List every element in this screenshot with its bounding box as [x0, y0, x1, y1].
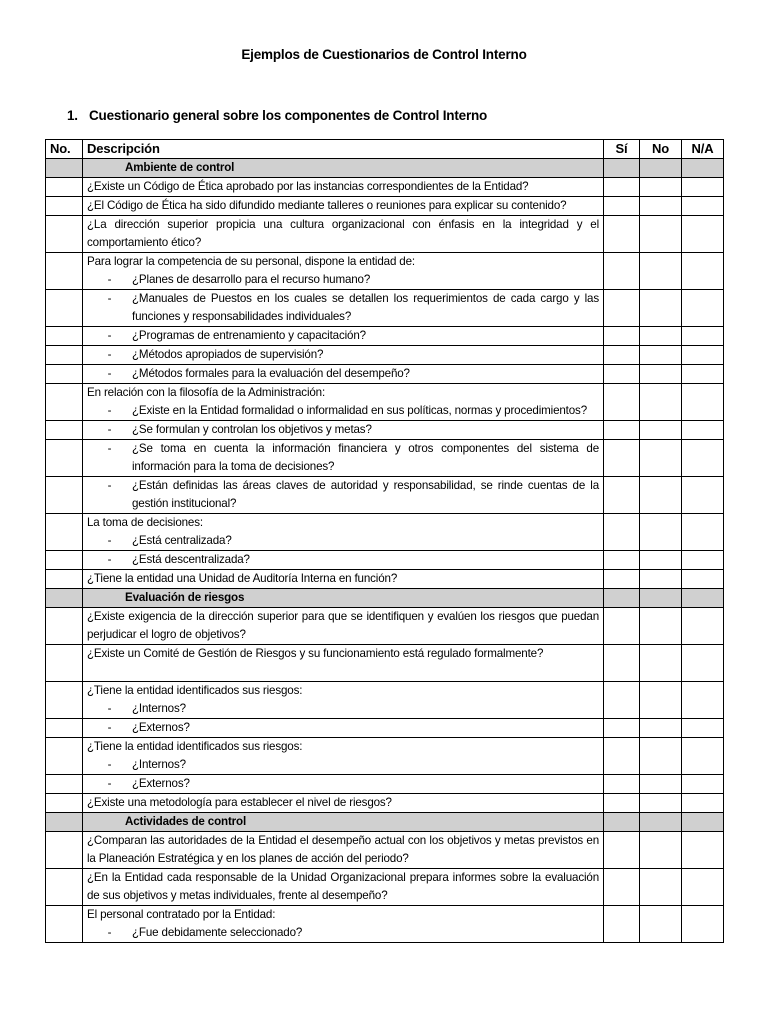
- answer-cell[interactable]: [682, 682, 724, 719]
- answer-cell[interactable]: [604, 178, 640, 197]
- table-row: [46, 477, 724, 514]
- table-row: [46, 440, 724, 477]
- answer-cell[interactable]: [682, 365, 724, 384]
- question-text: ¿Existe una metodología para establecer el nivel de riesgos?: [83, 794, 604, 813]
- table-row: [46, 906, 724, 943]
- answer-cell[interactable]: [604, 608, 640, 645]
- answer-cell[interactable]: [682, 906, 724, 943]
- sub-item: - ¿Métodos apropiados de supervisión?: [87, 346, 599, 364]
- answer-cell[interactable]: [604, 906, 640, 943]
- answer-cell[interactable]: [604, 440, 640, 477]
- sub-item: - ¿Métodos formales para la evaluación del desempeño?: [87, 365, 599, 383]
- table-row: [46, 832, 724, 869]
- answer-cell[interactable]: [640, 794, 682, 813]
- answer-cell[interactable]: [604, 253, 640, 290]
- sub-item: - ¿Externos?: [87, 775, 599, 793]
- answer-cell[interactable]: [640, 719, 682, 738]
- dash-marker: -: [107, 442, 112, 455]
- dash-marker: -: [107, 702, 112, 715]
- dash-marker: -: [107, 777, 112, 790]
- dash-marker: -: [107, 292, 112, 305]
- answer-cell[interactable]: [682, 253, 724, 290]
- answer-cell[interactable]: [604, 197, 640, 216]
- answer-cell[interactable]: [682, 197, 724, 216]
- answer-cell[interactable]: [682, 514, 724, 551]
- dash-marker: -: [107, 273, 112, 286]
- answer-cell[interactable]: [604, 645, 640, 682]
- answer-cell[interactable]: [682, 178, 724, 197]
- answer-cell[interactable]: [640, 570, 682, 589]
- question-text: ¿El Código de Ética ha sido difundido mediante talleres o reuniones para explicar su contenido?: [83, 197, 604, 216]
- answer-cell[interactable]: [640, 608, 682, 645]
- table-row: [46, 421, 724, 440]
- answer-cell[interactable]: [604, 365, 640, 384]
- answer-cell[interactable]: [604, 794, 640, 813]
- table-row: [46, 216, 724, 253]
- sub-item: - ¿Internos?: [87, 756, 599, 774]
- table-row: [46, 570, 724, 589]
- question-text: ¿Tiene la entidad una Unidad de Auditoría Interna en función?: [83, 570, 604, 589]
- answer-cell[interactable]: [682, 440, 724, 477]
- answer-cell[interactable]: [640, 869, 682, 906]
- table-row: [46, 869, 724, 906]
- answer-cell[interactable]: [640, 440, 682, 477]
- answer-cell[interactable]: [604, 216, 640, 253]
- sub-item: - ¿Externos?: [87, 719, 599, 737]
- answer-cell[interactable]: [682, 832, 724, 869]
- sub-item: - ¿Manuales de Puestos en los cuales se detallen los requerimientos de cada cargo y las funciones y responsabilidades individuales?: [87, 290, 599, 326]
- answer-cell[interactable]: [682, 608, 724, 645]
- document-title: Ejemplos de Cuestionarios de Control Interno: [241, 47, 527, 62]
- header-si: Sí: [604, 140, 640, 159]
- dash-marker: -: [107, 534, 112, 547]
- table-row: [46, 253, 724, 290]
- answer-cell[interactable]: [682, 869, 724, 906]
- question-text: El personal contratado por la Entidad:: [87, 908, 276, 921]
- table-row: [46, 551, 724, 570]
- answer-cell[interactable]: [640, 421, 682, 440]
- table-row: [46, 738, 724, 775]
- category-label: Ambiente de control: [83, 159, 604, 178]
- answer-cell[interactable]: [604, 327, 640, 346]
- dash-marker: -: [107, 423, 112, 436]
- table-row: [46, 719, 724, 738]
- answer-cell[interactable]: [604, 832, 640, 869]
- sub-item: - ¿Está descentralizada?: [87, 551, 599, 569]
- dash-marker: -: [107, 926, 112, 939]
- question-text: ¿Tiene la entidad identificados sus riesgos:: [87, 740, 303, 753]
- answer-cell[interactable]: [640, 346, 682, 365]
- answer-cell[interactable]: [640, 253, 682, 290]
- answer-cell[interactable]: [682, 738, 724, 775]
- question-text: ¿En la Entidad cada responsable de la Unidad Organizacional prepara informes sobre la evaluación de sus objetivos y metas individuales, frente al desempeño?: [83, 869, 604, 906]
- answer-cell[interactable]: [682, 477, 724, 514]
- answer-cell[interactable]: [604, 290, 640, 327]
- answer-cell[interactable]: [604, 775, 640, 794]
- answer-cell[interactable]: [640, 682, 682, 719]
- questionnaire-table: [45, 139, 724, 943]
- answer-cell[interactable]: [604, 384, 640, 421]
- answer-cell[interactable]: [640, 645, 682, 682]
- answer-cell[interactable]: [640, 906, 682, 943]
- table-row: [46, 682, 724, 719]
- dash-marker: -: [107, 479, 112, 492]
- answer-cell[interactable]: [682, 794, 724, 813]
- category-label: Evaluación de riesgos: [83, 589, 604, 608]
- answer-cell[interactable]: [640, 551, 682, 570]
- answer-cell[interactable]: [640, 178, 682, 197]
- header-na: N/A: [682, 140, 724, 159]
- answer-cell[interactable]: [682, 551, 724, 570]
- dash-marker: -: [107, 367, 112, 380]
- table-row: [46, 178, 724, 197]
- table-row: [46, 365, 724, 384]
- sub-item: - ¿Está centralizada?: [87, 532, 599, 550]
- table-row: [46, 384, 724, 421]
- question-text: ¿Existe un Código de Ética aprobado por las instancias correspondientes de la Entidad?: [83, 178, 604, 197]
- category-row: [46, 813, 724, 832]
- section-title: Cuestionario general sobre los componentes de Control Interno: [89, 108, 488, 123]
- answer-cell[interactable]: [682, 384, 724, 421]
- table-row: [46, 794, 724, 813]
- table-row: [46, 346, 724, 365]
- sub-item: - ¿Se formulan y controlan los objetivos y metas?: [87, 421, 599, 439]
- answer-cell[interactable]: [682, 570, 724, 589]
- table-row: [46, 645, 724, 682]
- answer-cell[interactable]: [682, 421, 724, 440]
- answer-cell[interactable]: [604, 551, 640, 570]
- table-row: [46, 197, 724, 216]
- dash-marker: -: [107, 721, 112, 734]
- answer-cell[interactable]: [604, 869, 640, 906]
- answer-cell[interactable]: [640, 832, 682, 869]
- section-number: 1.: [67, 108, 78, 123]
- dash-marker: -: [107, 404, 112, 417]
- question-text: ¿Existe exigencia de la dirección superior para que se identifiquen y evalúen los riesgos que puedan perjudicar el logro de objetivos?: [83, 608, 604, 645]
- section-heading: [67, 108, 487, 123]
- question-text: ¿La dirección superior propicia una cultura organizacional con énfasis en la integridad y el comportamiento ético?: [83, 216, 604, 253]
- answer-cell[interactable]: [682, 346, 724, 365]
- sub-item: - ¿Internos?: [87, 700, 599, 718]
- answer-cell[interactable]: [640, 216, 682, 253]
- answer-cell[interactable]: [640, 365, 682, 384]
- answer-cell[interactable]: [604, 477, 640, 514]
- answer-cell[interactable]: [682, 216, 724, 253]
- header-no-answer: No: [640, 140, 682, 159]
- table-row: [46, 775, 724, 794]
- question-text: En relación con la filosofía de la Administración:: [87, 386, 326, 399]
- answer-cell[interactable]: [604, 738, 640, 775]
- sub-item: - ¿Planes de desarrollo para el recurso humano?: [87, 271, 599, 289]
- answer-cell[interactable]: [640, 514, 682, 551]
- answer-cell[interactable]: [640, 477, 682, 514]
- header-description: Descripción: [83, 140, 604, 159]
- answer-cell[interactable]: [604, 421, 640, 440]
- dash-marker: -: [107, 758, 112, 771]
- sub-item: - ¿Están definidas las áreas claves de autoridad y responsabilidad, se rinde cuentas de la gestión institucional?: [87, 477, 599, 513]
- dash-marker: -: [107, 329, 112, 342]
- dash-marker: -: [107, 553, 112, 566]
- table-row: [46, 290, 724, 327]
- answer-cell[interactable]: [640, 327, 682, 346]
- answer-cell[interactable]: [604, 719, 640, 738]
- table-row: [46, 608, 724, 645]
- table-row: [46, 327, 724, 346]
- dash-marker: -: [107, 348, 112, 361]
- answer-cell[interactable]: [682, 775, 724, 794]
- answer-cell[interactable]: [682, 719, 724, 738]
- answer-cell[interactable]: [640, 197, 682, 216]
- category-row: [46, 159, 724, 178]
- answer-cell[interactable]: [682, 290, 724, 327]
- answer-cell[interactable]: [604, 682, 640, 719]
- answer-cell[interactable]: [604, 514, 640, 551]
- answer-cell[interactable]: [640, 290, 682, 327]
- category-label: Actividades de control: [83, 813, 604, 832]
- answer-cell[interactable]: [640, 738, 682, 775]
- answer-cell[interactable]: [640, 775, 682, 794]
- sub-item: - ¿Se toma en cuenta la información financiera y otros componentes del sistema de información para la toma de decisiones?: [87, 440, 599, 476]
- answer-cell[interactable]: [604, 346, 640, 365]
- answer-cell[interactable]: [682, 645, 724, 682]
- question-text: ¿Existe un Comité de Gestión de Riesgos y su funcionamiento está regulado formalmente?: [83, 645, 604, 682]
- answer-cell[interactable]: [640, 384, 682, 421]
- table-header-row: [46, 140, 724, 159]
- sub-item: - ¿Programas de entrenamiento y capacitación?: [87, 327, 599, 345]
- question-text: Para lograr la competencia de su personal, dispone la entidad de:: [87, 255, 415, 268]
- sub-item: - ¿Existe en la Entidad formalidad o informalidad en sus políticas, normas y procedimientos?: [87, 402, 599, 420]
- question-text: ¿Tiene la entidad identificados sus riesgos:: [87, 684, 303, 697]
- question-text: La toma de decisiones:: [87, 516, 203, 529]
- sub-item: - ¿Fue debidamente seleccionado?: [87, 924, 599, 942]
- answer-cell[interactable]: [682, 327, 724, 346]
- question-text: ¿Comparan las autoridades de la Entidad el desempeño actual con los objetivos y metas previstos en la Planeación Estratégica y en los planes de acción del periodo?: [83, 832, 604, 869]
- answer-cell[interactable]: [604, 570, 640, 589]
- table-row: [46, 514, 724, 551]
- category-row: [46, 589, 724, 608]
- header-no: No.: [46, 140, 83, 159]
